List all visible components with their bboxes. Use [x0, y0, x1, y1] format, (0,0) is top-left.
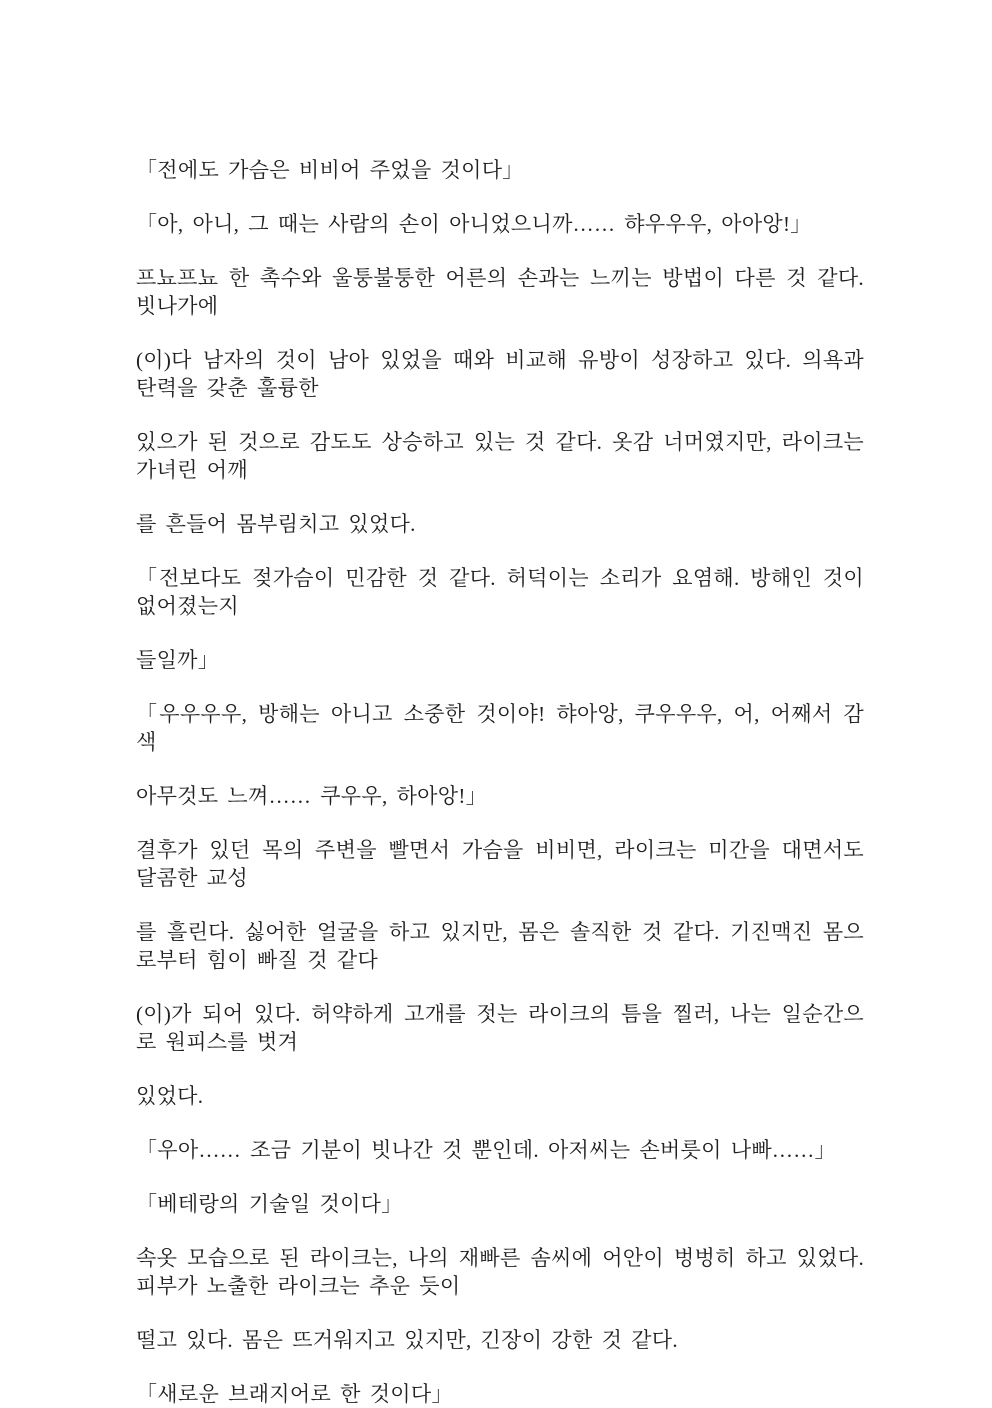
paragraph: 를 흔들어 몸부림치고 있었다.: [136, 512, 416, 536]
paragraph: (이)다 남자의 것이 남아 있었을 때와 비교해 유방이 성장하고 있다. 의욕과 탄력을 갖춘 훌륭한: [136, 348, 864, 400]
paragraph: 「아, 아니, 그 때는 사람의 손이 아니었으니까…… 햐우우우, 아아앙!」: [136, 212, 812, 236]
paragraph: 프뇨프뇨 한 촉수와 울퉁불퉁한 어른의 손과는 느끼는 방법이 다른 것 같다. 빗나가에: [136, 266, 864, 318]
paragraph: 아무것도 느껴…… 쿠우우, 하아앙!」: [136, 784, 487, 808]
paragraph: 를 흘린다. 싫어한 얼굴을 하고 있지만, 몸은 솔직한 것 같다. 기진맥진 몸으로부터 힘이 빠질 것 같다: [136, 920, 864, 972]
paragraph: 결후가 있던 목의 주변을 빨면서 가슴을 비비면, 라이크는 미간을 대면서도 달콤한 교성: [136, 838, 864, 890]
paragraph: 있었다.: [136, 1084, 204, 1108]
paragraph: 들일까」: [136, 648, 220, 672]
paragraph: 「우우우우, 방해는 아니고 소중한 것이야! 햐아앙, 쿠우우우, 어, 어째서 감색: [136, 702, 864, 754]
paragraph: 「새로운 브래지어로 한 것이다」: [136, 1382, 453, 1406]
paragraph: 떨고 있다. 몸은 뜨거워지고 있지만, 긴장이 강한 것 같다.: [136, 1328, 678, 1352]
paragraph: 「전에도 가슴은 비비어 주었을 것이다」: [136, 158, 524, 182]
paragraph: 「우아…… 조금 기분이 빗나간 것 뿐인데. 아저씨는 손버릇이 나빠……」: [136, 1138, 836, 1162]
paragraph: 「전보다도 젖가슴이 민감한 것 같다. 허덕이는 소리가 요염해. 방해인 것이 없어졌는지: [136, 566, 864, 618]
paragraph: 속옷 모습으로 된 라이크는, 나의 재빠른 솜씨에 어안이 벙벙히 하고 있었다. 피부가 노출한 라이크는 추운 듯이: [136, 1246, 864, 1298]
paragraph: 「베테랑의 기술일 것이다」: [136, 1192, 403, 1216]
paragraph: (이)가 되어 있다. 허약하게 고개를 젓는 라이크의 틈을 찔러, 나는 일순간으로 원피스를 벗겨: [136, 1002, 864, 1054]
paragraph: 있으가 된 것으로 감도도 상승하고 있는 것 같다. 옷감 너머였지만, 라이크는 가녀린 어깨: [136, 430, 864, 482]
